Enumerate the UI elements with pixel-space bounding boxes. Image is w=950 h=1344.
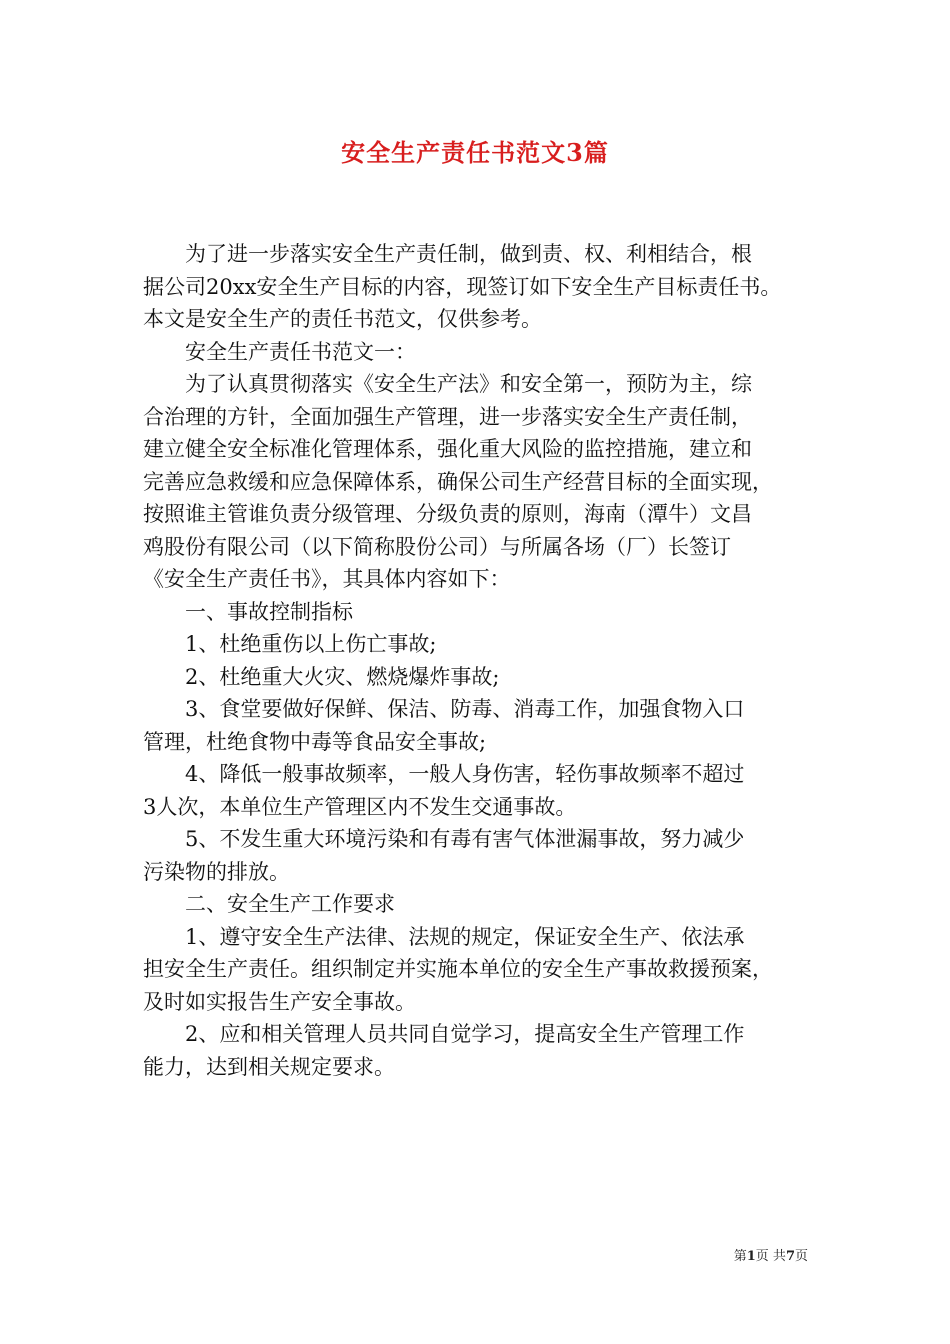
body-line: 5、不发生重大环境污染和有毒有害气体泄漏事故，努力减少 bbox=[185, 827, 745, 851]
body-line: 管理，杜绝食物中毒等食品安全事故; bbox=[143, 729, 487, 754]
body-line: 3人次，本单位生产管理区内不发生交通事故。 bbox=[143, 794, 577, 819]
body-line: 2、杜绝重大火灾、燃烧爆炸事故; bbox=[185, 664, 500, 689]
page-footer bbox=[0, 1245, 808, 1264]
body-line: 2、应和相关管理人员共同自觉学习，提高安全生产管理工作 bbox=[185, 1022, 745, 1046]
body-line: 为了进一步落实安全生产责任制，做到责、权、利相结合，根 bbox=[185, 242, 752, 266]
body-line: 建立健全安全标准化管理体系，强化重大风险的监控措施，建立和 bbox=[143, 437, 752, 461]
body-line: 能力，达到相关规定要求。 bbox=[143, 1054, 395, 1079]
body-line: 合治理的方针，全面加强生产管理，进一步落实安全生产责任制， bbox=[143, 404, 752, 429]
body-line: 二、安全生产工作要求 bbox=[185, 892, 395, 916]
body-line: 据公司20xx安全生产目标的内容，现签订如下安全生产目标责任书。 bbox=[143, 274, 782, 299]
document-body bbox=[143, 238, 813, 1083]
body-line: 1、杜绝重伤以上伤亡事故; bbox=[185, 632, 437, 656]
body-line: 4、降低一般事故频率，一般人身伤害，轻伤事故频率不超过 bbox=[185, 762, 745, 786]
body-line: 一、事故控制指标 bbox=[185, 599, 353, 624]
document-title: 安全生产责任书范文3篇 bbox=[341, 138, 609, 167]
body-line: 及时如实报告生产安全事故。 bbox=[143, 989, 416, 1014]
body-line: 《安全生产责任书》，其具体内容如下： bbox=[143, 567, 511, 591]
page-prefix: 第 bbox=[733, 1249, 747, 1264]
body-line: 1、遵守安全生产法律、法规的规定，保证安全生产、依法承 bbox=[185, 924, 745, 949]
page-suffix: 页 bbox=[794, 1249, 808, 1264]
body-line: 安全生产责任书范文一： bbox=[185, 339, 416, 364]
body-line: 担安全生产责任。组织制定并实施本单位的安全生产事故救援预案， bbox=[143, 957, 773, 981]
page-total: 7 bbox=[785, 1249, 795, 1264]
body-line: 3、食堂要做好保鲜、保洁、防毒、消毒工作，加强食物入口 bbox=[185, 697, 745, 721]
body-line: 为了认真贯彻落实《安全生产法》和安全第一，预防为主，综 bbox=[185, 372, 752, 396]
body-line: 按照谁主管谁负责分级管理、分级负责的原则，海南（潭牛）文昌 bbox=[143, 502, 752, 526]
page-mid: 页 共 bbox=[755, 1249, 786, 1264]
body-line: 污染物的排放。 bbox=[143, 859, 290, 884]
body-line: 完善应急救缓和应急保障体系，确保公司生产经营目标的全面实现， bbox=[143, 469, 773, 494]
body-line: 鸡股份有限公司（以下简称股份公司）与所属各场（厂）长签订 bbox=[143, 534, 731, 559]
body-line: 本文是安全生产的责任书范文，仅供参考。 bbox=[143, 307, 542, 331]
page-current: 1 bbox=[746, 1249, 756, 1264]
